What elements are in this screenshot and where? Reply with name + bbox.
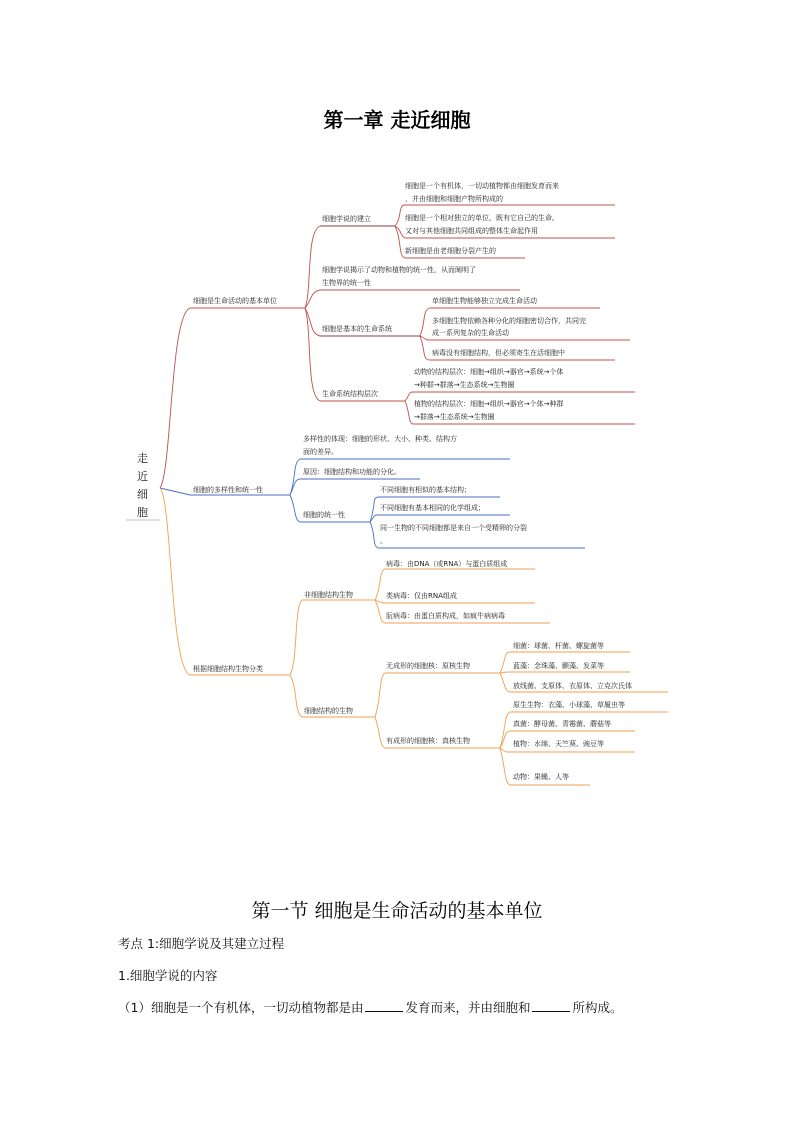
b1-levels-plant-l2: →群落→生态系统→生物圈 xyxy=(414,413,495,421)
b2-unity-leaf2: 不同细胞有基本相同的化学组成； xyxy=(380,504,485,512)
b1-system-leaf2-l1: 多细胞生物依赖各种分化的细胞密切合作，共同完 xyxy=(432,317,586,325)
b2-unity-leaf3-l2: 。 xyxy=(380,537,387,545)
question-suffix: 所构成。 xyxy=(572,1000,623,1015)
b1-label: 细胞是生命活动的基本单位 xyxy=(193,297,277,305)
root-char-4: 胞 xyxy=(137,506,148,519)
b3-euk-item-3: 植物：水绵、天竺葵、豌豆等 xyxy=(513,740,604,748)
root-char-1: 走 xyxy=(137,452,148,465)
b1-system-leaf1: 单细胞生物能够独立完成生命活动 xyxy=(432,297,537,305)
b1-reveal-l1: 细胞学说揭示了动物和植物的统一性，从而阐明了 xyxy=(322,266,476,274)
chapter-title: 第一章 走近细胞 xyxy=(323,108,471,132)
b1-theory-leaf1-l2: ，并由细胞和细胞产物所构成的 xyxy=(405,195,503,203)
branch1-lines xyxy=(160,205,635,488)
b1-theory-leaf2-l2: 又对与其他细胞共同组成的整体生命起作用 xyxy=(405,227,538,235)
b2-unity-leaf1: 不同细胞有相似的基本结构； xyxy=(380,486,471,494)
b3-prok-item-2: 蓝藻：念珠藻、颤藻、发菜等 xyxy=(513,662,604,670)
b3-prok-label: 无成形的细胞核：原核生物 xyxy=(386,662,470,670)
b3-euk-label: 有成形的细胞核：真核生物 xyxy=(386,737,470,745)
b2-diversity-l1: 多样性的体现：细胞的形状、大小、种类、结构方 xyxy=(303,435,457,443)
root-char-3: 细 xyxy=(137,488,148,501)
root-char-2: 近 xyxy=(137,470,148,483)
b1-reveal-l2: 生物界的统一性 xyxy=(322,279,371,287)
b1-theory-label: 细胞学说的建立 xyxy=(322,215,371,223)
b2-diversity-l2: 面的差异。 xyxy=(303,448,338,456)
b3-euk-item-2: 真菌：酵母菌、青霉菌、蘑菇等 xyxy=(513,720,611,728)
b3-noncell-label: 非细胞结构生物 xyxy=(304,591,353,599)
b3-prok-item-3: 放线菌、支原体、衣原体、立克次氏体 xyxy=(513,682,632,690)
b2-label: 细胞的多样性和统一性 xyxy=(193,486,263,494)
b1-theory-leaf2-l1: 细胞是一个相对独立的单位，既有它自己的生命, xyxy=(405,214,555,222)
b2-cause: 原因：细胞结构和功能的分化。 xyxy=(303,468,401,476)
b1-levels-animal-l2: →种群→群落→生态系统→生物圈 xyxy=(414,381,515,389)
kaodian-heading: 考点 1:细胞学说及其建立过程 xyxy=(118,936,285,951)
b2-unity-label: 细胞的统一性 xyxy=(303,511,345,519)
b1-system-leaf3: 病毒没有细胞结构，但必须寄生在活细胞中 xyxy=(432,349,565,357)
b1-levels-label: 生命系统结构层次 xyxy=(322,390,378,398)
b3-euk-item-4: 动物：果蝇、人等 xyxy=(513,773,569,781)
section-title: 第一节 细胞是生命活动的基本单位 xyxy=(251,900,543,922)
answer-blank-1[interactable] xyxy=(365,999,403,1012)
b2-unity-leaf3-l1: 同一生物的不同细胞都是来自一个受精卵的分裂 xyxy=(380,524,527,532)
b3-noncell-prion: 朊病毒：由蛋白质构成，如疯牛病病毒 xyxy=(386,612,505,620)
b1-system-label: 细胞是基本的生命系统 xyxy=(322,325,392,333)
b3-label: 根据细胞结构生物分类 xyxy=(193,665,263,673)
subheading: 1.细胞学说的内容 xyxy=(118,968,218,983)
b1-levels-plant-l1: 植物的结构层次：细胞→组织→器官→个体→种群 xyxy=(414,400,564,408)
question-line xyxy=(118,998,623,1016)
answer-blank-2[interactable] xyxy=(532,999,570,1012)
root-node xyxy=(126,451,160,520)
b3-prok-item-1: 细菌：球菌、杆菌、螺旋菌等 xyxy=(513,642,604,650)
question-middle: 发育而来，并由细胞和 xyxy=(405,1000,531,1015)
b3-euk-item-1: 原生生物：衣藻、小球藻、草履虫等 xyxy=(513,701,625,709)
b1-system-leaf2-l2: 成一系列复杂的生命活动 xyxy=(432,329,509,337)
b1-levels-animal-l1: 动物的结构层次：细胞→组织→器官→系统→个体 xyxy=(414,368,564,376)
b3-cell-label: 细胞结构的生物 xyxy=(304,707,353,715)
b3-noncell-viroid: 类病毒：仅由RNA组成 xyxy=(386,592,457,600)
b3-noncell-virus: 病毒：由DNA（或RNA）与蛋白质组成 xyxy=(386,560,508,568)
b1-theory-leaf1-l1: 细胞是一个有机体，一切动植物都由细胞发育而来 xyxy=(405,182,559,190)
b1-theory-leaf3: 新细胞是由老细胞分裂产生的 xyxy=(405,247,496,255)
question-prefix: （1）细胞是一个有机体，一切动植物都是由 xyxy=(118,1000,364,1015)
